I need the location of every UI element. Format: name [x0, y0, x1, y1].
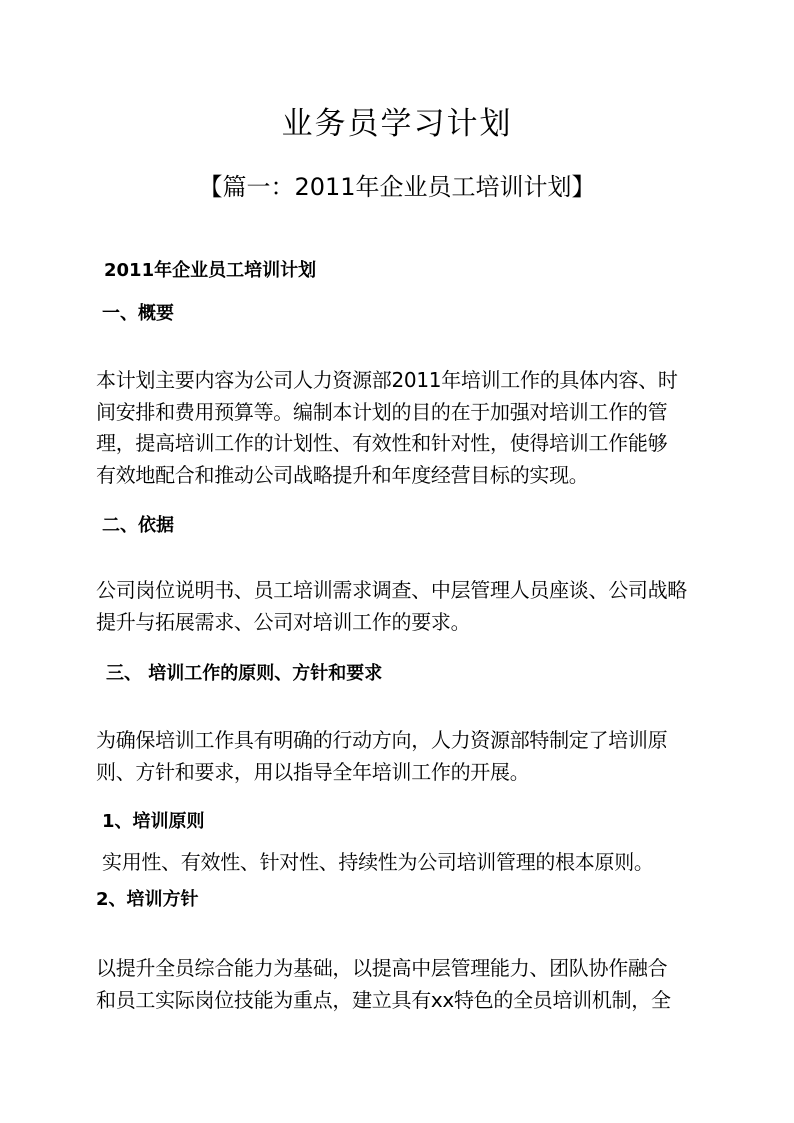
heading-overview: 一、概要: [102, 303, 174, 324]
paragraph-line: 间安排和费用预算等。编制本计划的目的在于加强对培训工作的管: [96, 399, 668, 424]
heading-training-policy: 2、培训方针: [96, 889, 199, 910]
document-subtitle: 【篇一：2011年企业员工培训计划】: [198, 173, 596, 201]
paragraph-line: 理，提高培训工作的计划性、有效性和针对性，使得培训工作能够: [96, 431, 668, 455]
heading-basis: 二、依据: [102, 515, 174, 536]
paragraph-line: 实用性、有效性、针对性、持续性为公司培训管理的根本原则。: [102, 850, 654, 874]
paragraph-line: 本计划主要内容为公司人力资源部2011年培训工作的具体内容、时: [96, 368, 678, 392]
paragraph-line: 和员工实际岗位技能为重点，建立具有xx特色的全员培训机制，全: [96, 987, 671, 1012]
paragraph-line: 为确保培训工作具有明确的行动方向，人力资源部特制定了培训原: [96, 728, 668, 752]
paragraph-training-principle: [102, 847, 712, 879]
section-title: 2011年企业员工培训计划: [104, 260, 317, 281]
paragraph-line: 则、方针和要求，用以指导全年培训工作的开展。: [96, 759, 530, 784]
heading-principles: 三、 培训工作的原则、方针和要求: [106, 663, 383, 684]
heading-training-principle: 1、培训原则: [102, 811, 205, 832]
paragraph-line: 公司岗位说明书、员工培训需求调查、中层管理人员座谈、公司战略: [96, 578, 687, 602]
paragraph-overview: [96, 365, 706, 491]
paragraph-training-policy: [96, 953, 706, 1016]
paragraph-line: 有效地配合和推动公司战略提升和年度经营目标的实现。: [96, 462, 589, 487]
paragraph-line: 提升与拓展需求、公司对培训工作的要求。: [96, 609, 471, 634]
paragraph-line: 以提升全员综合能力为基础，以提高中层管理能力、团队协作融合: [96, 956, 668, 980]
paragraph-basis: [96, 575, 706, 638]
paragraph-principles: [96, 725, 706, 788]
document-title: 业务员学习计划: [281, 106, 513, 142]
